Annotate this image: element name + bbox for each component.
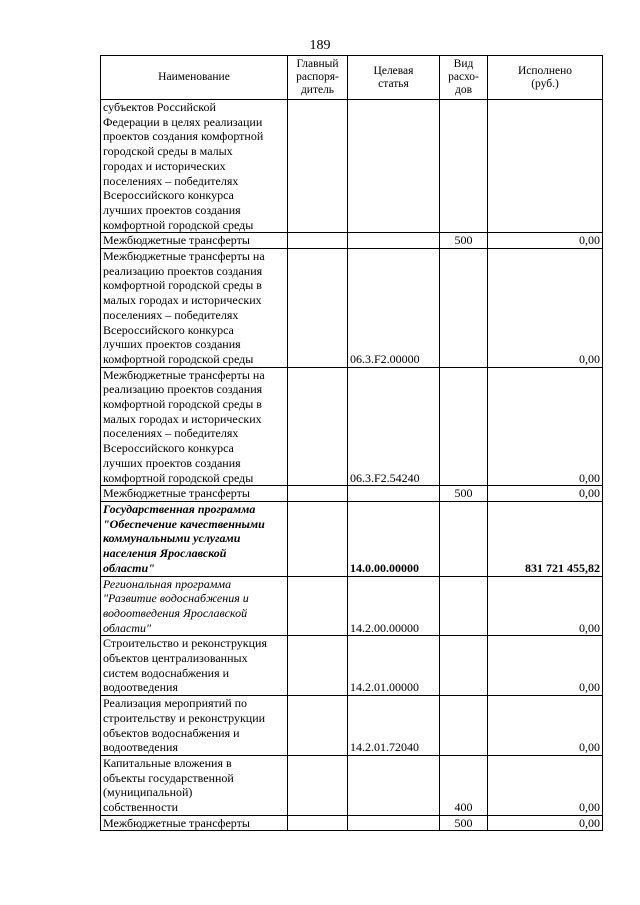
cell-name-line: лучших проектов создания	[103, 455, 241, 470]
cell-name	[101, 636, 288, 696]
cell-admin	[288, 249, 348, 368]
cell-code	[348, 815, 440, 831]
cell-code: 14.2.01.72040	[348, 696, 440, 756]
cell-name-line: Строительство и реконструкция	[103, 636, 267, 651]
cell-admin	[288, 367, 348, 486]
cell-name-line: городской среды в малых	[103, 144, 233, 159]
header-code-line: статья	[378, 77, 409, 90]
cell-name-line: комфортной городской среды	[103, 470, 254, 485]
cell-admin	[288, 100, 348, 233]
table-row	[101, 696, 603, 756]
header-amount-line: (руб.)	[531, 77, 559, 90]
cell-kind: 500	[440, 233, 488, 249]
header-code-line: Целевая	[373, 64, 414, 77]
cell-name	[101, 576, 288, 636]
cell-name-line: Межбюджетные трансферты на	[103, 367, 265, 382]
cell-name-line: городах и исторических	[103, 158, 226, 173]
table-row	[101, 486, 603, 502]
cell-name-line: реализацию проектов создания	[103, 263, 263, 278]
cell-amount: 0,00	[488, 486, 603, 502]
cell-name	[101, 501, 288, 576]
budget-table	[100, 55, 603, 831]
cell-name-line: малых городах и исторических	[103, 293, 262, 308]
cell-name-line: собственности	[103, 800, 179, 815]
header-kind	[440, 56, 488, 100]
cell-amount: 0,00	[488, 233, 603, 249]
cell-name-line: Межбюджетные трансферты на	[103, 249, 265, 264]
cell-name-line: строительству и реконструкции	[103, 710, 266, 725]
cell-kind: 400	[440, 755, 488, 815]
table-row	[101, 576, 603, 636]
cell-name	[101, 249, 288, 368]
cell-name-line: (муниципальной)	[103, 785, 193, 800]
cell-admin	[288, 501, 348, 576]
cell-name	[101, 100, 288, 233]
cell-kind	[440, 249, 488, 368]
cell-name-line: "Обеспечение качественными	[103, 516, 265, 531]
table-header-row	[101, 56, 603, 100]
cell-name-line: Всероссийского конкурса	[103, 441, 234, 456]
cell-kind: 500	[440, 486, 488, 502]
cell-name-line: малых городах и исторических	[103, 411, 262, 426]
cell-name	[101, 233, 288, 249]
cell-code: 14.2.00.00000	[348, 576, 440, 636]
cell-name-line: реализацию проектов создания	[103, 382, 263, 397]
header-amount	[488, 56, 603, 100]
table-row	[101, 501, 603, 576]
cell-name-line: Всероссийского конкурса	[103, 188, 234, 203]
header-amount-line: Исполнено	[517, 64, 573, 77]
cell-amount: 0,00	[488, 249, 603, 368]
header-admin-line: Главный	[296, 58, 339, 70]
cell-name-line: водоотведения	[103, 740, 178, 755]
cell-name-line: Межбюджетные трансферты	[103, 815, 250, 830]
cell-kind	[440, 367, 488, 486]
header-code	[348, 56, 440, 100]
cell-code: 06.3.F2.00000	[348, 249, 440, 368]
cell-name-line: субъектов Российской	[103, 100, 216, 114]
cell-name-line: объекты государственной	[103, 770, 234, 785]
cell-admin	[288, 696, 348, 756]
cell-name-line: объектов водоснабжения и	[103, 725, 240, 740]
cell-code: 14.2.01.00000	[348, 636, 440, 696]
cell-name-line: Федерации в целях реализации	[103, 114, 263, 129]
cell-kind	[440, 501, 488, 576]
cell-kind: 500	[440, 815, 488, 831]
cell-admin	[288, 233, 348, 249]
table-row	[101, 367, 603, 486]
cell-code: 06.3.F2.54240	[348, 367, 440, 486]
cell-name-line: области"	[103, 560, 155, 575]
table-row	[101, 815, 603, 831]
cell-code: 14.0.00.00000	[348, 501, 440, 576]
cell-name-line: комфортной городской среды	[103, 351, 254, 366]
cell-admin	[288, 636, 348, 696]
table-row	[101, 636, 603, 696]
table-row	[101, 755, 603, 815]
cell-name-line: коммунальными услугами	[103, 531, 241, 546]
cell-name-line: Капитальные вложения в	[103, 755, 232, 770]
cell-name-line: водоотведения	[103, 680, 178, 695]
cell-name	[101, 755, 288, 815]
cell-name-line: области"	[103, 620, 151, 635]
cell-name-line: Реализация мероприятий по	[103, 696, 248, 711]
cell-name-line: поселениях – победителях	[103, 426, 239, 441]
cell-amount: 0,00	[488, 576, 603, 636]
table-row	[101, 100, 603, 233]
cell-name-line: поселениях – победителях	[103, 307, 239, 322]
table-row	[101, 249, 603, 368]
cell-name-line: комфортной городской среды	[103, 217, 254, 232]
cell-name	[101, 486, 288, 502]
cell-admin	[288, 755, 348, 815]
cell-code	[348, 100, 440, 233]
page-number: 189	[309, 38, 331, 53]
cell-kind	[440, 636, 488, 696]
cell-admin	[288, 486, 348, 502]
cell-amount: 0,00	[488, 367, 603, 486]
cell-amount: 0,00	[488, 815, 603, 831]
cell-name	[101, 696, 288, 756]
cell-admin	[288, 576, 348, 636]
table-row	[101, 233, 603, 249]
cell-name-line: поселениях – победителях	[103, 173, 239, 188]
header-name: Наименование	[101, 56, 288, 100]
header-admin-line: дитель	[300, 84, 335, 96]
cell-kind	[440, 100, 488, 233]
cell-name-line: лучших проектов создания	[103, 202, 241, 217]
cell-kind	[440, 576, 488, 636]
cell-name	[101, 367, 288, 486]
cell-name-line: населения Ярославской	[103, 546, 227, 561]
cell-name	[101, 815, 288, 831]
cell-code	[348, 486, 440, 502]
header-admin	[288, 56, 348, 100]
header-kind-line: Вид	[453, 58, 474, 70]
cell-name-line: комфортной городской среды в	[103, 397, 262, 412]
cell-name-line: водоотведения Ярославской	[103, 605, 248, 620]
cell-amount: 0,00	[488, 696, 603, 756]
header-kind-line: дов	[454, 84, 473, 96]
cell-name-line: Государственная программа	[103, 501, 256, 516]
table-body	[101, 100, 603, 831]
cell-name-line: Межбюджетные трансферты	[103, 233, 250, 248]
cell-amount: 0,00	[488, 755, 603, 815]
cell-name-line: "Развитие водоснабжения и	[103, 591, 249, 606]
cell-name-line: систем водоснабжения и	[103, 665, 230, 680]
cell-code	[348, 233, 440, 249]
cell-amount: 831 721 455,82	[488, 501, 603, 576]
cell-amount: 0,00	[488, 636, 603, 696]
cell-name-line: Региональная программа	[103, 576, 232, 591]
cell-name-line: лучших проектов создания	[103, 337, 241, 352]
cell-name-line: объектов централизованных	[103, 651, 248, 666]
cell-name-line: проектов создания комфортной	[103, 129, 264, 144]
cell-amount	[488, 100, 603, 233]
cell-name-line: Всероссийского конкурса	[103, 322, 234, 337]
cell-admin	[288, 815, 348, 831]
cell-name-line: комфортной городской среды в	[103, 278, 262, 293]
header-admin-line: распоря-	[296, 71, 339, 83]
header-kind-line: расхо-	[448, 71, 479, 83]
cell-code	[348, 755, 440, 815]
cell-kind	[440, 696, 488, 756]
cell-name-line: Межбюджетные трансферты	[103, 486, 250, 501]
